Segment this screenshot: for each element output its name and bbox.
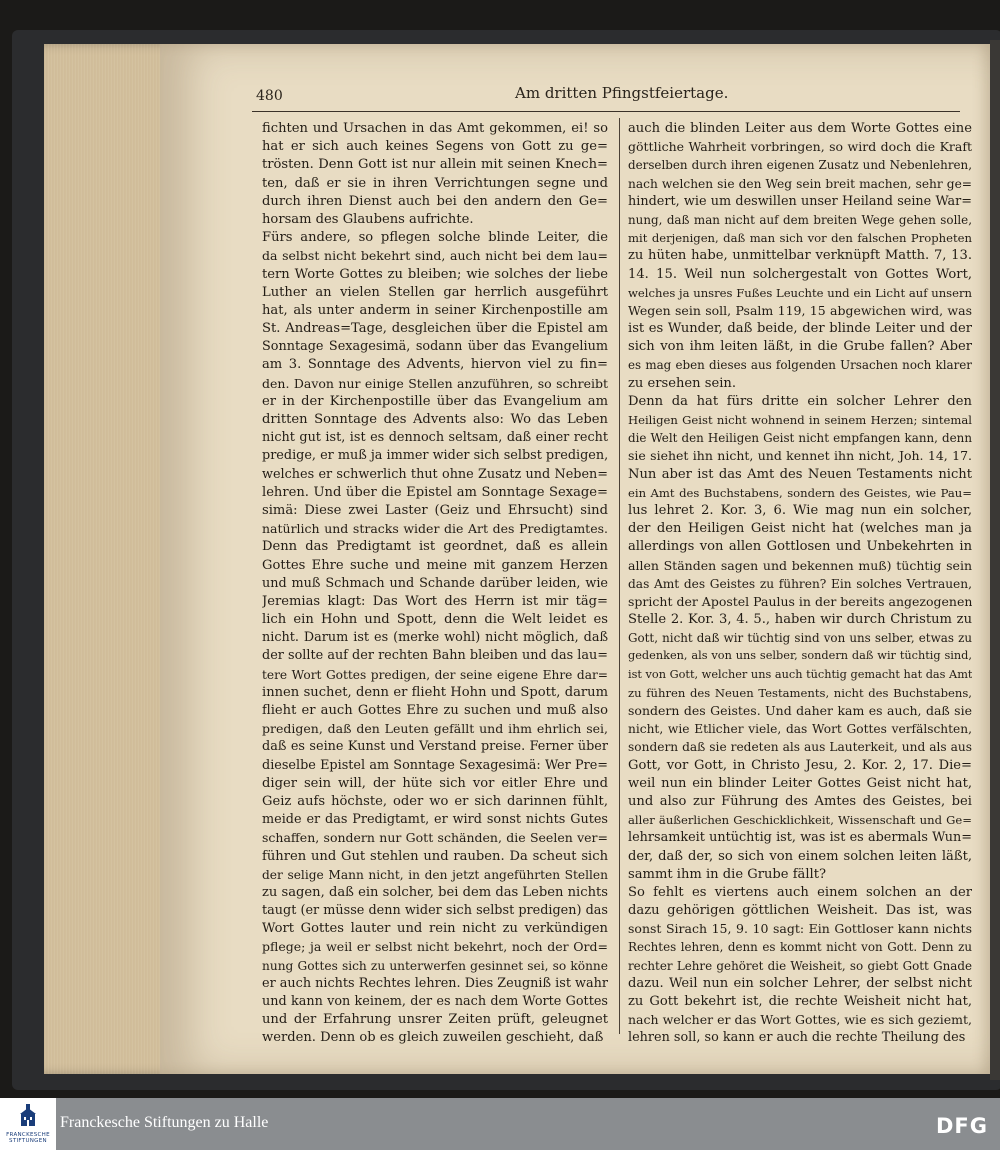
text-line: Denn das Predigtamt ist geordnet, daß es allein <box>262 539 608 555</box>
text-line: hat, als unter anderm in seiner Kirchenpostille am <box>262 302 608 318</box>
text-line: hindert, wie um deswillen unser Heiland seine War= <box>628 193 972 209</box>
text-line: tere Wort Gottes predigen, der seine eigene Ehre dar= <box>262 667 608 682</box>
text-line: lich ein Hohn und Spott, denn die Welt leidet es <box>262 612 608 628</box>
header-rule <box>252 111 960 112</box>
text-line: zu hüten habe, unmittelbar verknüpft Matth. 7, 13. <box>628 248 972 264</box>
text-line: hat er sich auch keines Segens von Gott zu ge= <box>262 139 608 155</box>
institution-logo[interactable] <box>0 1098 56 1150</box>
text-line: welches ja unsres Fußes Leuchte und ein Licht auf unsern <box>628 285 972 300</box>
text-line: Wegen sein soll, Psalm 119, 15 abgewichen wird, was <box>628 302 972 318</box>
text-line: taugt (er müsse denn wider sich selbst predigen) das <box>262 903 608 919</box>
text-line: sich von ihm leiten läßt, in die Grube fallen? Aber <box>628 339 972 355</box>
text-line: flieht er auch Gottes Ehre zu suchen und muß also <box>262 703 608 718</box>
text-line: werden. Denn ob es gleich zuweilen geschieht, daß <box>262 1030 604 1046</box>
text-line: und der Erfahrung unsrer Zeiten prüft, geleugnet <box>262 1012 608 1028</box>
text-line: nung Gottes sich zu unterwerfen gesinnet sei, so könne <box>262 958 608 973</box>
text-line: predige, er muß ja immer wider sich selbst predigen, <box>262 448 608 464</box>
text-line: durch ihren Dienst auch bei den andern den Ge= <box>262 193 608 209</box>
text-line: sie siehet ihn nicht, und kennet ihn nicht, Joh. 14, 17. <box>628 448 972 464</box>
text-line: der, daß der, so sich von einem solchen leiten läßt, <box>628 848 972 864</box>
text-line: predigen, daß den Leuten gefällt und ihm ehrlich sei, <box>262 721 608 737</box>
text-line: dazu. Weil nun ein solcher Lehrer, der selbst nicht <box>628 975 972 991</box>
text-line: sondern des Geistes. Und daher kam es auch, daß sie <box>628 703 972 718</box>
text-line: lehren. Und über die Epistel am Sonntage Sexage= <box>262 484 608 500</box>
text-line: da selbst nicht bekehrt sind, auch nicht bei dem lau= <box>262 248 608 264</box>
text-line: Geiz aufs höchste, oder wo er sich darinnen fühlt, <box>262 793 608 809</box>
text-line: diger sein will, der hüte sich vor eitler Ehre und <box>262 775 608 791</box>
building-icon <box>18 1104 38 1128</box>
text-line: weil nun ein blinder Leiter Gottes Geist nicht hat, <box>628 775 972 791</box>
text-line: zu ersehen sein. <box>628 375 736 391</box>
book-spine-edge <box>990 40 1000 1080</box>
text-line: Fürs andere, so pflegen solche blinde Leiter, die <box>262 230 608 246</box>
text-column-left <box>262 120 608 1048</box>
text-line: die Welt den Heiligen Geist nicht empfangen kann, denn <box>628 431 972 446</box>
text-line: rechter Lehre gehöret die Weisheit, so giebt Gott Gnade <box>628 958 972 973</box>
text-line: auch die blinden Leiter aus dem Worte Gottes eine <box>628 121 972 136</box>
text-line: am 3. Sonntage des Advents, hiervon viel zu fin= <box>262 357 608 373</box>
text-line: lehren soll, so kann er auch die rechte Theilung des <box>628 1030 966 1046</box>
text-line: natürlich und stracks wider die Art des Predigtamtes. <box>262 521 608 537</box>
text-line: und muß Schmach und Schande darüber leiden, wie <box>262 575 608 591</box>
footer-bar <box>0 1098 1000 1150</box>
text-line: Wort Gottes lauter und rein nicht zu verkündigen <box>262 921 608 937</box>
text-line: Gott, nicht daß wir tüchtig sind von uns selber, etwas zu <box>628 631 972 646</box>
text-line: der selige Mann nicht, in den jetzt angeführten Stellen <box>262 867 608 882</box>
text-line: Sonntage Sexagesimä, sodann über das Evangelium <box>262 339 608 355</box>
text-line: So fehlt es viertens auch einem solchen an der <box>628 884 972 900</box>
text-line: welches er schwerlich thut ohne Zusatz und Neben= <box>262 466 608 482</box>
text-line: Rechtes lehren, denn es kommt nicht von Gott. Denn zu <box>628 940 972 955</box>
text-line: Luther an vielen Stellen gar herrlich ausgeführt <box>262 284 608 300</box>
dfg-logo[interactable]: DFG <box>936 1114 989 1138</box>
text-line: fichten und Ursachen in das Amt gekommen, ei! so <box>262 121 608 136</box>
text-line: horsam des Glaubens aufrichte. <box>262 211 474 227</box>
text-line: nicht gut ist, ist es dennoch seltsam, daß einer recht <box>262 430 608 446</box>
page-number: 480 <box>256 88 283 104</box>
text-line: pflege; ja weil er selbst nicht bekehrt, noch der Ord= <box>262 939 608 955</box>
text-line: dazu gehörigen göttlichen Weisheit. Das ist, was <box>628 903 972 919</box>
text-line: allen Ständen sagen und bekennen muß) tüchtig sein <box>628 557 972 573</box>
text-line: Denn da hat fürs dritte ein solcher Lehrer den <box>628 393 972 409</box>
text-line: ein Amt des Buchstabens, sondern des Geistes, wie Pau= <box>628 485 972 500</box>
text-line: und kann von keinem, der es nach dem Worte Gottes <box>262 994 608 1009</box>
text-line: Jeremias klagt: Das Wort des Herrn ist mir täg= <box>262 593 608 609</box>
text-line: lehrsamkeit untüchtig ist, was ist es abermals Wun= <box>628 830 972 846</box>
logo-text: FRANCKESCHE STIFTUNGEN <box>6 1132 50 1144</box>
text-line: meide er das Predigtamt, er wird sonst nichts Gutes <box>262 812 608 828</box>
page-edges <box>44 44 178 1074</box>
text-line: führen und Gut stehlen und rauben. Da scheut sich <box>262 848 608 864</box>
text-line: Nun aber ist das Amt des Neuen Testaments nicht <box>628 466 972 482</box>
text-line: ist von Gott, welcher uns auch tüchtig gemacht hat das Amt <box>628 667 972 681</box>
text-line: der den Heiligen Geist nicht hat (welches man ja <box>628 521 972 537</box>
text-line: ist es Wunder, daß beide, der blinde Leiter und der <box>628 321 972 337</box>
text-line: derselben durch ihren eigenen Zusatz und Nebenlehren, <box>628 158 972 173</box>
text-line: dritten Sonntage des Advents also: Wo das Leben <box>262 412 608 427</box>
text-line: 14. 15. Weil nun solchergestalt von Gottes Wort, <box>628 266 972 282</box>
text-line: es mag eben dieses aus folgenden Ursachen noch klarer <box>628 358 972 373</box>
text-line: zu Gott bekehrt ist, die rechte Weisheit nicht hat, <box>628 994 972 1009</box>
text-line: daß es seine Kunst und Verstand preise. Ferner über <box>262 739 608 755</box>
text-line: und also zur Führung des Amtes des Geistes, bei <box>628 793 972 809</box>
text-line: sondern daß sie redeten als aus Lauterkeit, und als aus <box>628 740 972 755</box>
text-line: ten, daß er sie in ihren Verrichtungen segne und <box>262 175 608 191</box>
text-line: er auch nichts Rechtes lehren. Dies Zeugniß ist wahr <box>262 975 608 991</box>
institution-name[interactable]: Franckesche Stiftungen zu Halle <box>60 1114 269 1131</box>
text-line: sonst Sirach 15, 9. 10 sagt: Ein Gottloser kann nichts <box>628 921 972 937</box>
text-line: nach welcher er das Wort Gottes, wie es sich geziemt, <box>628 1012 972 1028</box>
text-line: trösten. Denn Gott ist nur allein mit seinen Knech= <box>262 157 608 173</box>
text-line: lus lehret 2. Kor. 3, 6. Wie mag nun ein solcher, <box>628 502 972 518</box>
text-column-right <box>628 120 972 1048</box>
text-line: allerdings von allen Gottlosen und Unbekehrten in <box>628 539 972 555</box>
text-line: zu sagen, daß ein solcher, bei dem das Leben nichts <box>262 884 608 900</box>
text-line: zu führen des Neuen Testaments, nicht des Buchstabens, <box>628 685 972 700</box>
text-line: er in der Kirchenpostille über das Evangelium am <box>262 393 608 409</box>
text-line: innen suchet, denn er flieht Hohn und Spott, darum <box>262 684 608 700</box>
text-line: das Amt des Geistes zu führen? Ein solches Vertrauen, <box>628 576 972 591</box>
text-line: sammt ihm in die Grube fällt? <box>628 866 826 882</box>
text-line: St. Andreas=Tage, desgleichen über die Epistel am <box>262 321 608 337</box>
text-line: schaffen, sondern nur Gott schänden, die Seelen ver= <box>262 830 608 846</box>
text-line: nicht. Darum ist es (merke wohl) nicht möglich, daß <box>262 630 608 646</box>
text-line: mit derjenigen, daß man sich vor den falschen Propheten <box>628 231 972 246</box>
text-line: nach welchen sie den Weg sein breit machen, sehr ge= <box>628 176 972 191</box>
column-divider <box>619 118 620 1034</box>
running-head: Am dritten Pfingstfeiertage. <box>515 84 729 102</box>
text-line: nung, daß man nicht auf dem breiten Wege gehen solle, <box>628 212 972 227</box>
text-line: spricht der Apostel Paulus in der bereits angezogenen <box>628 593 972 609</box>
text-line: simä: Diese zwei Laster (Geiz und Ehrsucht) sind <box>262 502 608 518</box>
text-line: dieselbe Epistel am Sonntage Sexagesimä: Wer Pre= <box>262 757 608 773</box>
text-line: den. Davon nur einige Stellen anzuführen, so schreibt <box>262 375 608 391</box>
text-line: Gottes Ehre suche und meine mit ganzem Herzen <box>262 557 608 573</box>
text-line: nicht, wie Etlicher viele, das Wort Gottes verfälschten, <box>628 722 972 737</box>
text-line: der sollte auf der rechten Bahn bleiben und das lau= <box>262 648 608 664</box>
text-line: Stelle 2. Kor. 3, 4. 5., haben wir durch Christum zu <box>628 612 972 628</box>
text-line: tern Worte Gottes zu bleiben; wie solches der liebe <box>262 266 608 282</box>
text-line: gedenken, als von uns selber, sondern daß wir tüchtig sind, <box>628 649 972 663</box>
text-line: Gott, vor Gott, in Christo Jesu, 2. Kor. 2, 17. Die= <box>628 757 972 773</box>
book-page <box>160 44 992 1074</box>
text-line: Heiligen Geist nicht wohnend in seinem Herzen; sintemal <box>628 413 972 427</box>
text-line: aller äußerlichen Geschicklichkeit, Wissenschaft und Ge= <box>628 813 972 828</box>
text-line: göttliche Wahrheit vorbringen, so wird doch die Kraft <box>628 139 972 155</box>
